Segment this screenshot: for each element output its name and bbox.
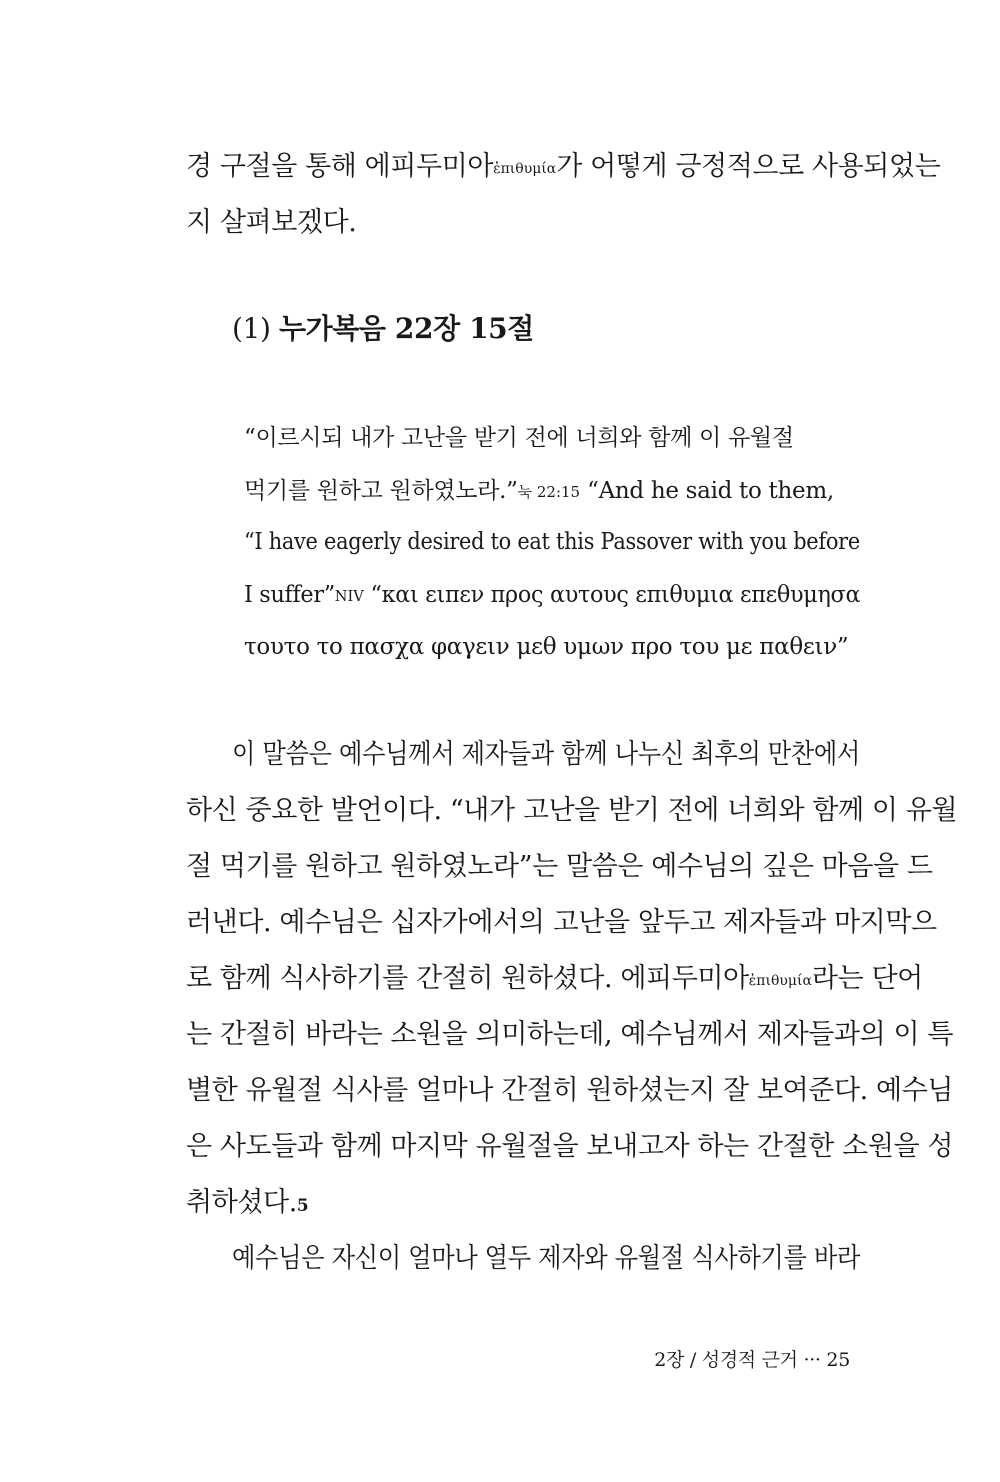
section-title-part: 절 <box>507 312 534 345</box>
section-number: (1) <box>232 312 271 345</box>
quote-line-5 <box>244 632 848 662</box>
body-text: 이 말씀은 예수님께서 제자들과 함께 나누신 최후의 만찬에서 <box>232 739 860 770</box>
quote-text: τουτο το πασχα φαγειν μεθ υμων προ του με παθειν” <box>244 634 849 660</box>
paragraph1-line-2 <box>186 794 958 828</box>
intro-text: 경 구절을 통해 에피두미아 <box>186 151 494 182</box>
intro-line-1 <box>186 150 941 186</box>
paragraph1-line-1 <box>232 738 860 772</box>
body-text: 취하셨다. <box>186 1187 297 1218</box>
body-text: 예수님은 자신이 얼마나 열두 제자와 유월절 식사하기를 바라 <box>232 1243 860 1274</box>
footnote-marker: 5 <box>296 1196 309 1216</box>
paragraph1-line-7 <box>186 1074 954 1108</box>
page-footer: 2장 / 성경적 근거 ··· 25 <box>654 1349 850 1371</box>
intro-line-2 <box>186 206 856 240</box>
greek-word: ἐπιθυμία <box>748 973 812 989</box>
paragraph1-line-4 <box>186 906 937 940</box>
section-title-part: 장 <box>433 312 460 345</box>
paragraph2-line-1 <box>232 1242 860 1276</box>
translation-reference: NIV <box>334 587 364 605</box>
body-text: 하신 중요한 발언이다. “내가 고난을 받기 전에 너희와 함께 이 유월 <box>186 795 958 826</box>
body-text: 라는 단어 <box>811 963 923 994</box>
quote-text: I suffer” <box>244 582 335 608</box>
quote-text: “και ειπεν προς αυτους επιθυμια επεθυμησα <box>363 582 861 608</box>
scripture-reference: 눅 22:15 <box>517 483 581 501</box>
intro-text: 가 어떻게 긍정적으로 사용되었는 <box>556 151 941 182</box>
body-text: 러낸다. 예수님은 십자가에서의 고난을 앞두고 제자들과 마지막으 <box>186 907 937 938</box>
quote-text: 먹기를 원하고 원하였노라.” <box>244 478 518 504</box>
paragraph1-line-3 <box>186 850 933 884</box>
section-title-part: 누가복음 22 <box>278 312 434 345</box>
greek-word: ἐπιθυμία <box>493 161 557 177</box>
intro-text: 지 살펴보겠다. <box>186 207 357 238</box>
body-text: 별한 유월절 식사를 얼마나 간절히 원하셨는지 잘 보여준다. 예수님 <box>186 1075 954 1106</box>
quote-text: “이르시되 내가 고난을 받기 전에 너희와 함께 이 유월절 <box>244 425 794 451</box>
body-text: 은 사도들과 함께 마지막 유월절을 보내고자 하는 간절한 소원을 성 <box>186 1131 954 1162</box>
paragraph1-line-5 <box>186 962 923 998</box>
quote-line-3 <box>244 527 860 557</box>
quote-line-2 <box>244 476 834 507</box>
body-text: 는 간절히 바라는 소원을 의미하는데, 예수님께서 제자들과의 이 특 <box>186 1019 954 1050</box>
quote-text: “And he said to them, <box>580 478 834 504</box>
body-text: 절 먹기를 원하고 원하였노라”는 말씀은 예수님의 깊은 마음을 드 <box>186 851 933 882</box>
quote-line-4 <box>244 580 860 611</box>
paragraph1-line-6 <box>186 1018 954 1052</box>
section-title-part: 15 <box>459 312 508 345</box>
paragraph1-line-8 <box>186 1130 954 1164</box>
quote-text: “I have eagerly desired to eat this Passover with you before <box>244 529 860 555</box>
body-text: 로 함께 식사하기를 간절히 원하셨다. 에피두미아 <box>186 963 749 994</box>
paragraph1-line-9 <box>186 1186 856 1223</box>
section-heading <box>232 312 534 346</box>
quote-line-1 <box>244 423 794 453</box>
